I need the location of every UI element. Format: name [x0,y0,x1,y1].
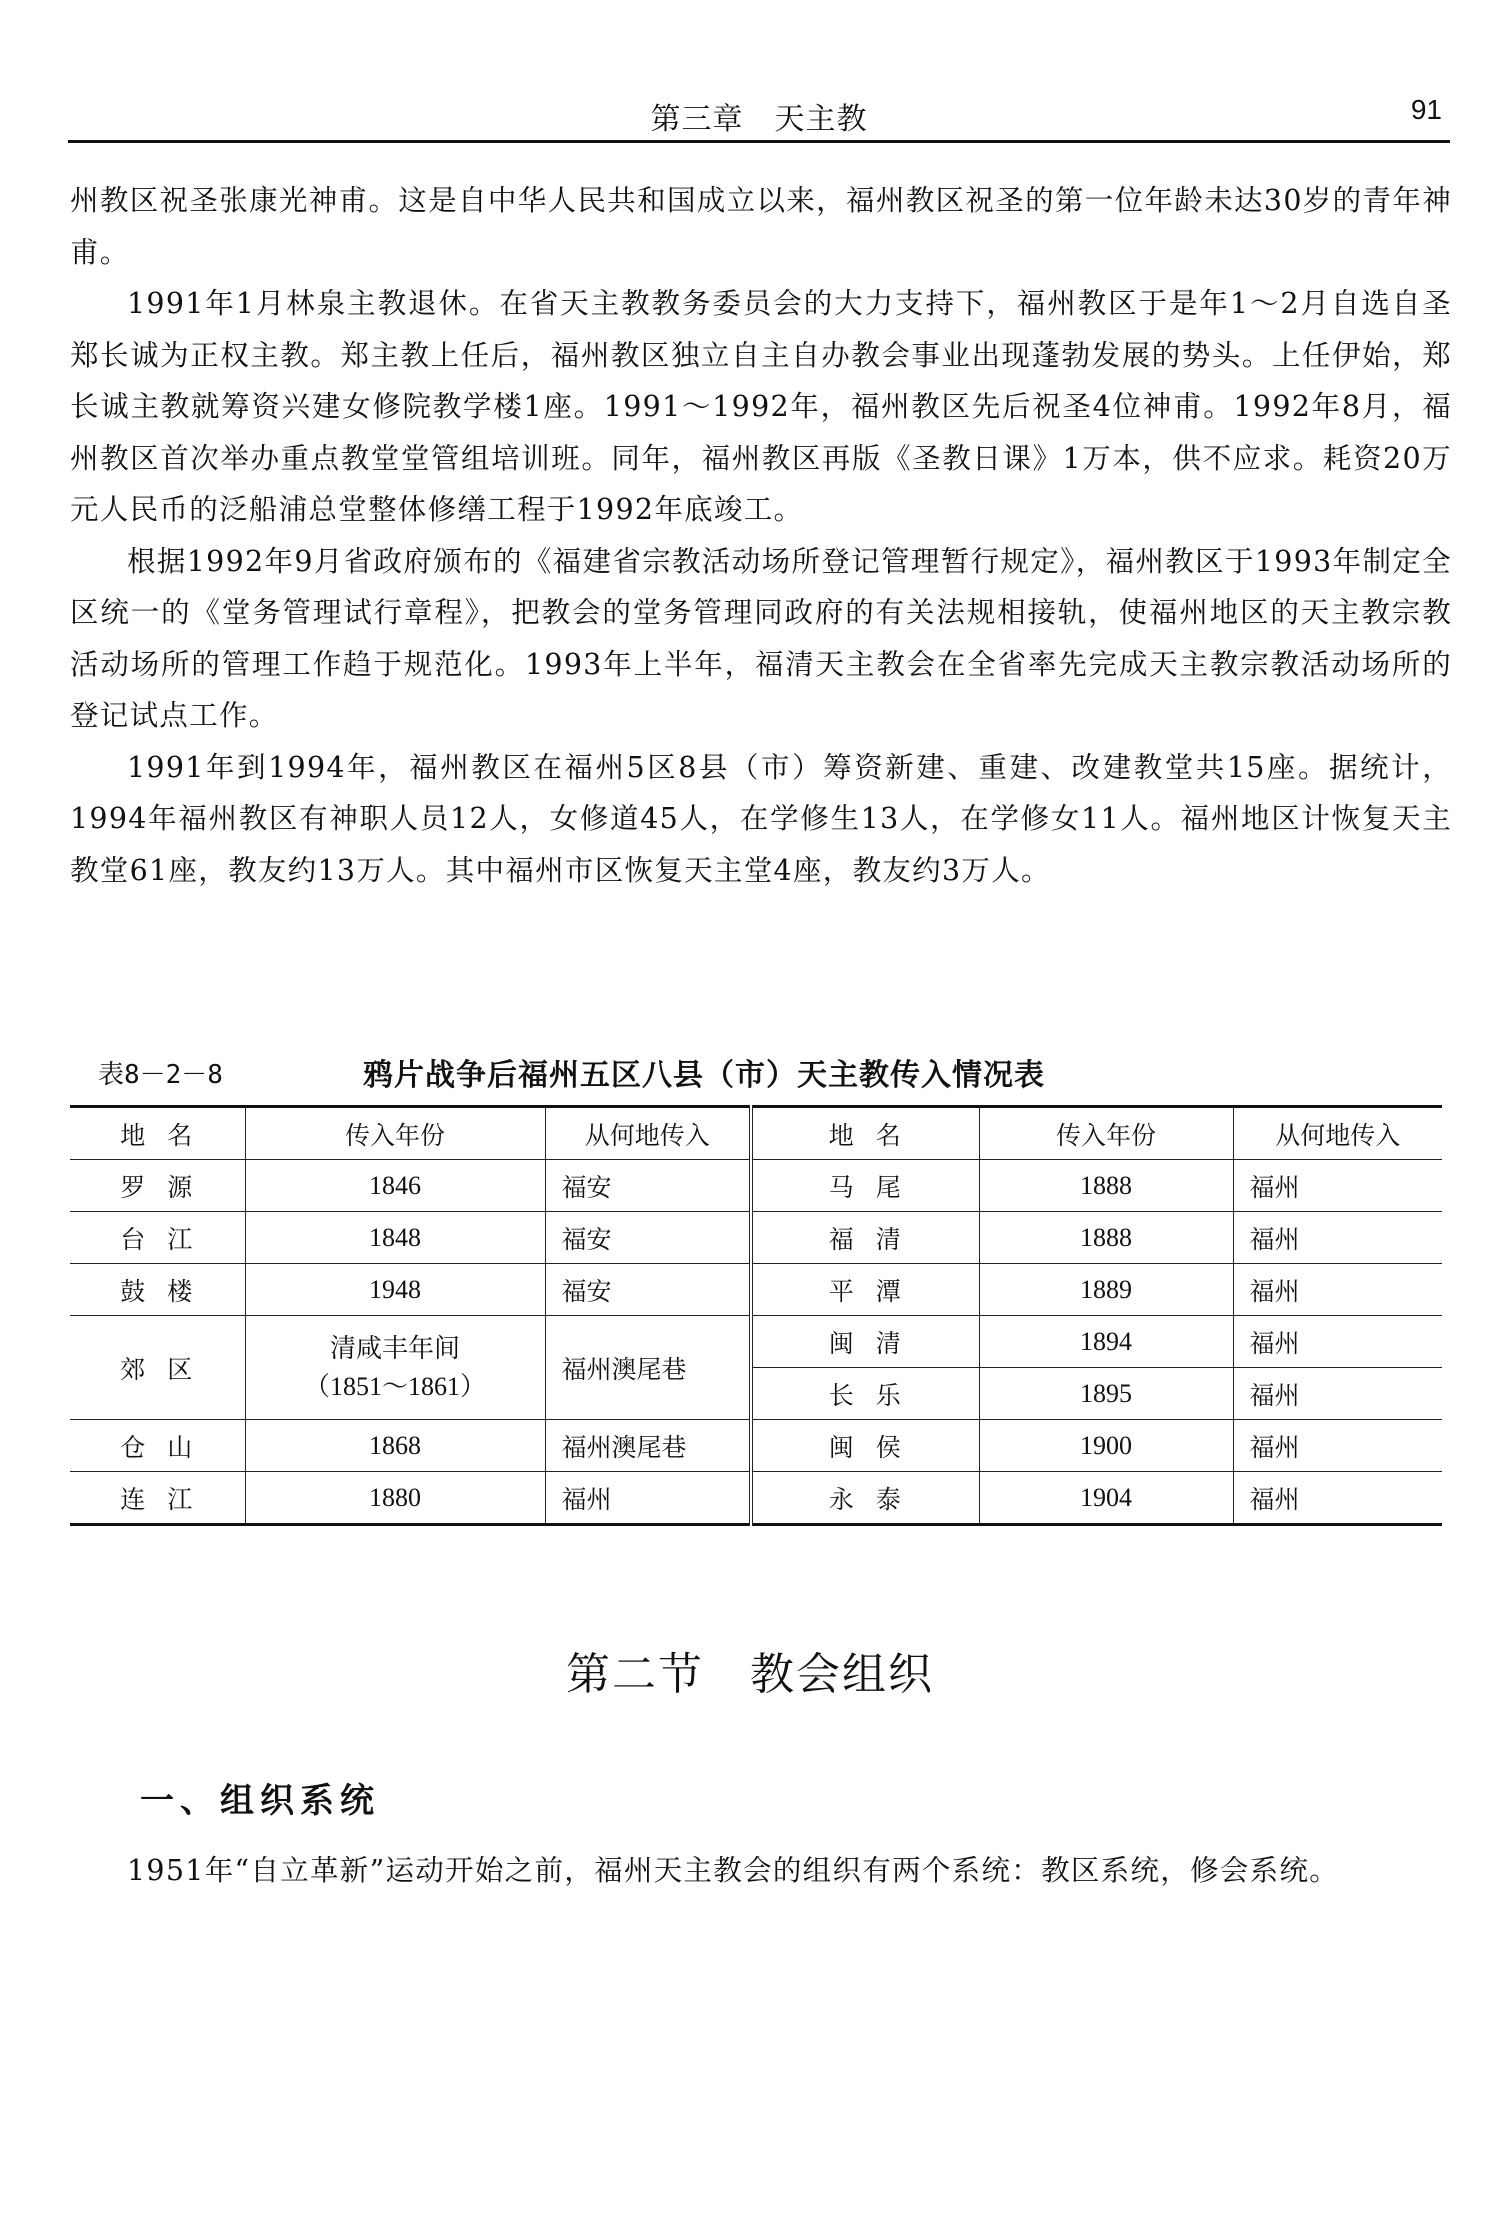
origin-place: 福安 [545,1212,751,1264]
intro-year: 1889 [979,1264,1233,1316]
column-header: 从何地传入 [1233,1107,1442,1160]
intro-year [245,1316,545,1420]
origin-place: 福州 [1233,1264,1442,1316]
place-name: 闽清 [751,1316,979,1368]
intro-year: 1846 [245,1160,545,1212]
place-name: 福清 [751,1212,979,1264]
paragraph: 根据1992年9月省政府颁布的《福建省宗教活动场所登记管理暂行规定》，福州教区于1993年制定全区统一的《堂务管理试行章程》，把教会的堂务管理同政府的有关法规相接轨，使福州地区的天主教宗教活动场所的管理工作趋于规范化。1993年上半年，福清天主教会在全省率先完成天主教宗教活动场所的登记试点工作。 [70,544,1452,732]
intro-year: 1894 [979,1316,1233,1368]
origin-place: 福州 [1233,1160,1442,1212]
intro-year: 1948 [245,1264,545,1316]
origin-place: 福州澳尾巷 [545,1316,751,1420]
place-name: 仓山 [70,1420,245,1472]
paragraph: 1951年“自立革新”运动开始之前，福州天主教会的组织有两个系统：教区系统，修会系统。 [127,1854,1340,1887]
table-row [70,1472,1442,1525]
origin-place: 福州 [1233,1368,1442,1420]
intro-year: 1888 [979,1160,1233,1212]
origin-place: 福州 [1233,1472,1442,1525]
place-name: 平潭 [751,1264,979,1316]
column-header: 传入年份 [979,1107,1233,1160]
paragraph: 1991年1月林泉主教退休。在省天主教教务委员会的大力支持下，福州教区于是年1～2月自选自圣郑长诚为正权主教。郑主教上任后，福州教区独立自主自办教会事业出现蓬勃发展的势头。上任伊始，郑长诚主教就筹资兴建女修院教学楼1座。1991～1992年，福州教区先后祝圣4位神甫。1992年8月，福州教区首次举办重点教堂堂管组培训班。同年，福州教区再版《圣教日课》1万本，供不应求。耗资20万元人民币的泛船浦总堂整体修缮工程于1992年底竣工。 [70,287,1452,526]
paragraph: 州教区祝圣张康光神甫。这是自中华人民共和国成立以来，福州教区祝圣的第一位年龄未达30岁的青年神甫。 [70,184,1452,269]
body-text-top [70,175,1452,896]
intro-year: 1880 [245,1472,545,1525]
running-header [68,88,1450,143]
intro-year-range: （1851～1861） [303,1371,486,1401]
table-number: 表8－2－8 [98,1060,223,1090]
paragraph: 1991年到1994年，福州教区在福州5区8县（市）筹资新建、重建、改建教堂共15座。据统计，1994年福州教区有神职人员12人，女修道45人，在学修生13人，在学修女11人。福州地区计恢复天主教堂61座，教友约13万人。其中福州市区恢复天主堂4座，教友约3万人。 [70,750,1452,887]
place-name: 台江 [70,1212,245,1264]
intro-year: 1900 [979,1420,1233,1472]
column-header: 传入年份 [245,1107,545,1160]
intro-year: 1904 [979,1472,1233,1525]
column-header: 地名 [70,1107,245,1160]
origin-place: 福安 [545,1160,751,1212]
intro-year: 1868 [245,1420,545,1472]
place-name: 永泰 [751,1472,979,1525]
column-header: 从何地传入 [545,1107,751,1160]
origin-place: 福州澳尾巷 [545,1420,751,1472]
section-title: 第二节 教会组织 [566,1649,934,1700]
place-name: 长乐 [751,1368,979,1420]
place-name: 闽侯 [751,1420,979,1472]
origin-place: 福州 [545,1472,751,1525]
place-name: 马尾 [751,1160,979,1212]
intro-year: 1848 [245,1212,545,1264]
origin-place: 福州 [1233,1316,1442,1368]
table-row [70,1212,1442,1264]
table-title: 鸦片战争后福州五区八县（市）天主教传入情况表 [363,1058,1045,1093]
origin-place: 福安 [545,1264,751,1316]
table-header-row [70,1107,1442,1160]
origin-place: 福州 [1233,1212,1442,1264]
intro-year: 1895 [979,1368,1233,1420]
place-name: 罗源 [70,1160,245,1212]
place-name: 郊区 [70,1316,245,1420]
origin-place: 福州 [1233,1420,1442,1472]
table-row [70,1160,1442,1212]
table-row [70,1316,1442,1368]
page-number: 91 [1410,94,1442,125]
place-name: 鼓楼 [70,1264,245,1316]
intro-year: 1888 [979,1212,1233,1264]
table-caption [98,1050,1398,1094]
chapter-running-title: 第三章 天主教 [650,102,868,137]
subsection-title: 一、组织系统 [140,1781,380,1821]
body-text-bottom [70,1845,1452,1897]
table-row [70,1420,1442,1472]
table-row [70,1264,1442,1316]
place-name: 连江 [70,1472,245,1525]
catholic-introduction-table [70,1105,1442,1526]
column-header: 地名 [751,1107,979,1160]
intro-year-era: 清咸丰年间 [329,1333,460,1363]
